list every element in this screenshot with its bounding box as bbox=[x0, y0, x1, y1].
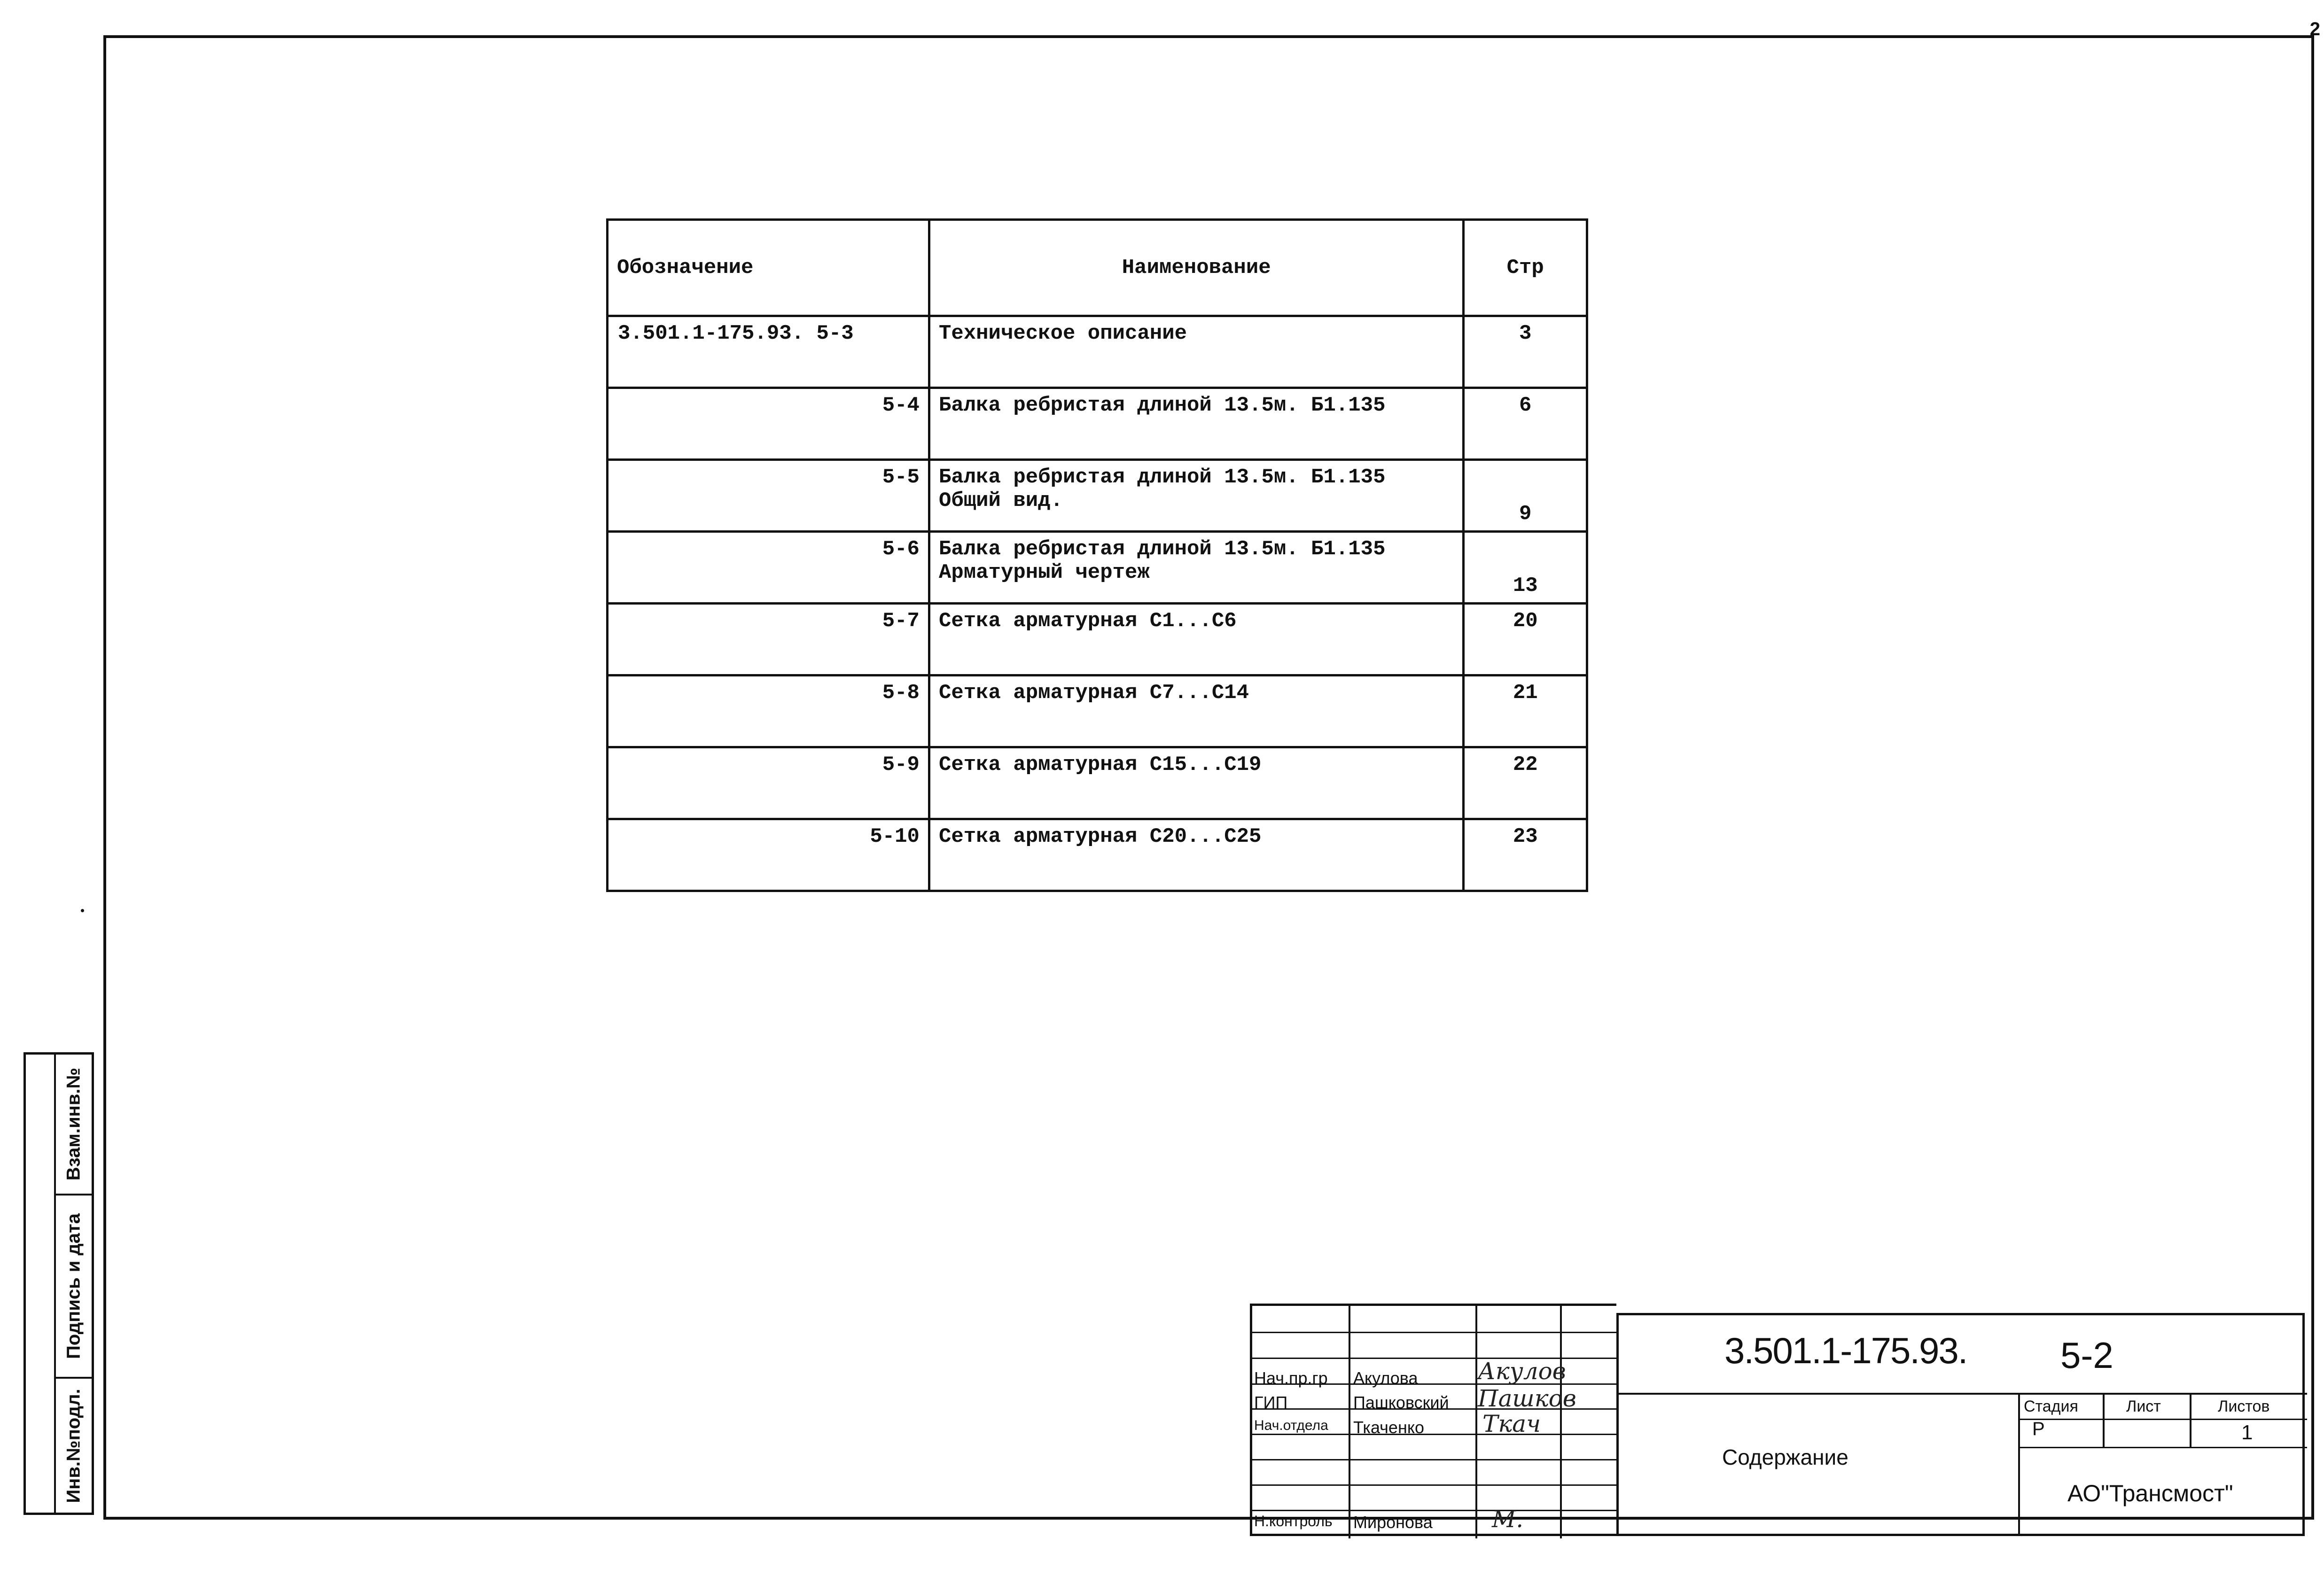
row-page: 3 bbox=[1464, 316, 1587, 388]
row-designation: 3.501.1-175.93. 5-3 bbox=[608, 316, 929, 388]
row-page: 23 bbox=[1464, 819, 1587, 891]
person-name: Миронова bbox=[1353, 1513, 1433, 1532]
table-row bbox=[608, 747, 1587, 819]
person-name: Акулова bbox=[1353, 1368, 1418, 1388]
row-name bbox=[929, 604, 1464, 675]
row-page: 22 bbox=[1464, 747, 1587, 819]
header-page: Стр bbox=[1464, 220, 1587, 316]
contents-header-row bbox=[608, 220, 1587, 316]
side-label-vzam: Взам.инв.№ bbox=[63, 1067, 84, 1181]
table-row bbox=[608, 316, 1587, 388]
row-designation: 5-6 bbox=[608, 532, 929, 604]
side-strip-values bbox=[26, 1055, 56, 1513]
grid-line bbox=[2190, 1393, 2191, 1447]
organization: АО"Трансмост" bbox=[2067, 1480, 2233, 1506]
row-designation: 5-10 bbox=[608, 819, 929, 891]
row-designation: 5-9 bbox=[608, 747, 929, 819]
document-title: Содержание bbox=[1722, 1445, 1848, 1469]
row-name-line1: Сетка арматурная С1...С6 bbox=[938, 609, 1237, 633]
document-sheet: 5-2 bbox=[2060, 1335, 2113, 1376]
header-name: Наименование bbox=[929, 220, 1464, 316]
row-name-line1: Сетка арматурная С20...С25 bbox=[938, 825, 1262, 848]
row-name bbox=[929, 819, 1464, 891]
table-row bbox=[608, 460, 1587, 532]
row-name-line1: Балка ребристая длиной 13.5м. Б1.135 bbox=[938, 466, 1386, 489]
title-block-signatures bbox=[1250, 1304, 1616, 1536]
sheets-label: Листов bbox=[2218, 1397, 2270, 1415]
speck bbox=[81, 909, 84, 912]
row-name-line1: Сетка арматурная С15...С19 bbox=[938, 753, 1262, 776]
table-row bbox=[608, 532, 1587, 604]
header-designation: Обозначение bbox=[608, 220, 929, 316]
person-name: Пашковский bbox=[1353, 1393, 1449, 1412]
signature: Пашков bbox=[1478, 1385, 1576, 1412]
table-row bbox=[608, 604, 1587, 675]
row-name bbox=[929, 460, 1464, 532]
grid-line bbox=[1252, 1434, 1619, 1435]
side-strip bbox=[23, 1052, 94, 1515]
signature: М. bbox=[1492, 1506, 1524, 1533]
row-page: 21 bbox=[1464, 675, 1587, 747]
row-name-line2: Арматурный чертеж bbox=[938, 561, 1150, 584]
row-designation: 5-8 bbox=[608, 675, 929, 747]
row-page: 20 bbox=[1464, 604, 1587, 675]
grid-line bbox=[1560, 1306, 1562, 1538]
row-name bbox=[929, 388, 1464, 460]
row-name bbox=[929, 747, 1464, 819]
row-name-line1: Балка ребристая длиной 13.5м. Б1.135 bbox=[938, 394, 1386, 417]
row-page: 13 bbox=[1464, 532, 1587, 604]
document-code: 3.501.1-175.93. bbox=[1724, 1330, 1967, 1371]
row-name bbox=[929, 675, 1464, 747]
side-cell-signature bbox=[56, 1196, 92, 1379]
grid-line bbox=[1252, 1332, 1619, 1333]
signature: Ткач bbox=[1482, 1410, 1541, 1437]
side-label-signature: Подпись и дата bbox=[63, 1213, 84, 1359]
grid-line bbox=[1252, 1510, 1619, 1511]
side-cell-inv bbox=[56, 1379, 92, 1513]
contents-table bbox=[606, 218, 1588, 892]
sheets-value: 1 bbox=[2241, 1421, 2253, 1444]
row-name-line1: Балка ребристая длиной 13.5м. Б1.135 bbox=[938, 537, 1386, 561]
stage-value: Р bbox=[2032, 1419, 2045, 1439]
grid-line bbox=[1619, 1393, 2307, 1395]
grid-line bbox=[1475, 1306, 1477, 1538]
row-name bbox=[929, 532, 1464, 604]
row-name-line1: Техническое описание bbox=[938, 322, 1187, 345]
table-row bbox=[608, 675, 1587, 747]
grid-line bbox=[2018, 1447, 2307, 1448]
stage-label: Стадия bbox=[2024, 1397, 2078, 1415]
row-name-line2: Общий вид. bbox=[938, 489, 1063, 512]
side-label-inv: Инв.№подл. bbox=[63, 1388, 84, 1503]
row-designation: 5-7 bbox=[608, 604, 929, 675]
grid-line bbox=[2018, 1419, 2307, 1420]
sheet-label: Лист bbox=[2126, 1397, 2161, 1415]
row-designation: 5-5 bbox=[608, 460, 929, 532]
corner-mark: 2 bbox=[2309, 19, 2320, 39]
row-page: 9 bbox=[1464, 460, 1587, 532]
grid-line bbox=[1349, 1306, 1350, 1538]
side-strip-labels bbox=[56, 1055, 92, 1513]
person-name: Ткаченко bbox=[1353, 1418, 1425, 1437]
grid-line bbox=[1252, 1459, 1619, 1460]
role-label: Н.контроль bbox=[1254, 1513, 1333, 1529]
role-label: Нач.отдела bbox=[1254, 1418, 1328, 1433]
grid-line bbox=[1252, 1484, 1619, 1486]
row-name bbox=[929, 316, 1464, 388]
grid-line bbox=[2103, 1393, 2105, 1447]
row-designation: 5-4 bbox=[608, 388, 929, 460]
table-row bbox=[608, 819, 1587, 891]
signature: Акулов bbox=[1478, 1358, 1566, 1385]
role-label: Нач.пр.гр bbox=[1254, 1368, 1328, 1388]
table-row bbox=[608, 388, 1587, 460]
side-cell-vzam bbox=[56, 1055, 92, 1196]
row-page: 6 bbox=[1464, 388, 1587, 460]
grid-line bbox=[2018, 1393, 2020, 1536]
role-label: ГИП bbox=[1254, 1393, 1288, 1412]
row-name-line1: Сетка арматурная С7...С14 bbox=[938, 681, 1249, 705]
